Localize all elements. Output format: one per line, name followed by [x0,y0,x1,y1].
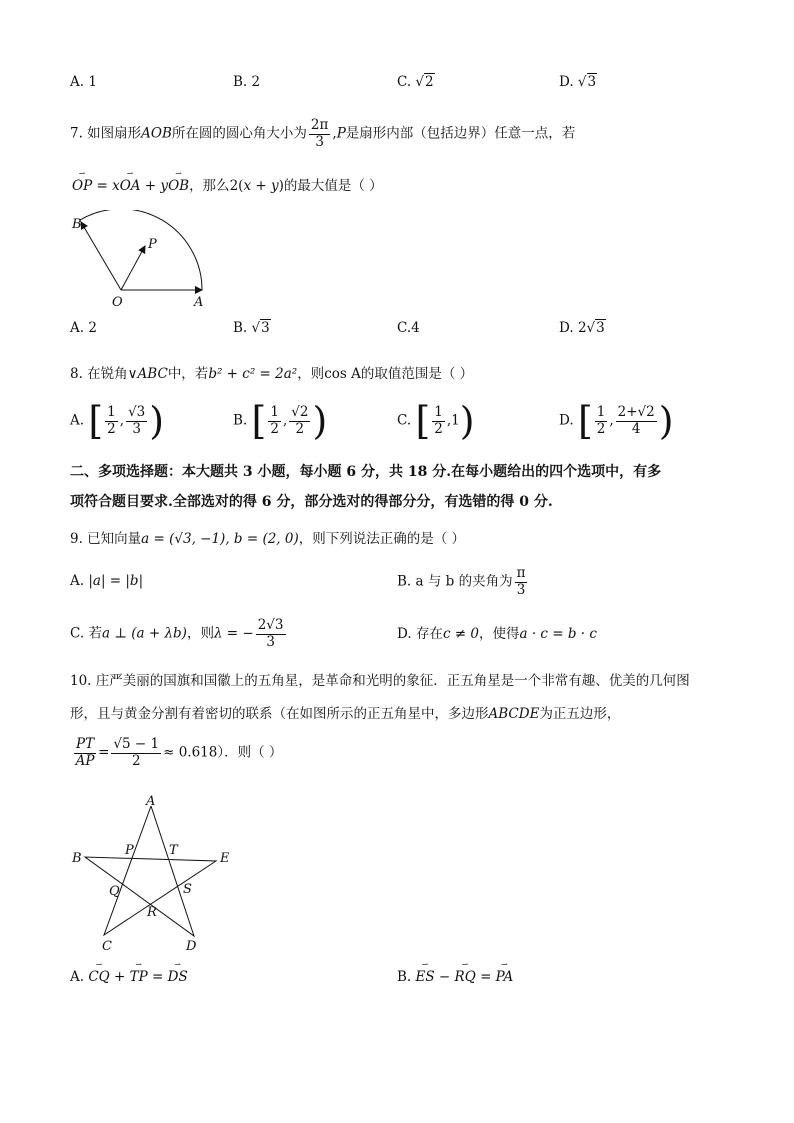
q7-stem-line2: ⇀ OP = x⇀ OA + y⇀ OB，那么2(x + y)的最大值是（ ） [72,178,383,194]
q7-option-d: D. 2√3 [559,320,605,336]
vector-op [121,246,145,290]
label-b: B [72,851,82,866]
q6-option-d: D. √3 [559,74,597,90]
q10-option-b: B. ⇀ ES − ⇀ RQ = ⇀ PA [397,969,513,985]
label-o: O [112,295,123,310]
label-b: B [72,217,82,232]
label-d: D [186,939,197,952]
q9-option-d: D. 存在c ≠ 0，使得a · c = b · c [397,626,597,642]
q7-stem-line1: 7. 如图扇形AOB所在圆的圆心角大小为 $\frac{2\pi}{3}$ ,P是扇形内部（包括边界）任意一点，若 [70,117,576,150]
label-c: C [102,939,112,952]
q6-option-a: A. 1 [70,74,97,90]
q8-option-d: D. [ $\frac{1}{2}$ , $\frac{2+√2}{4}$ ) [559,399,674,443]
label-s: S [183,882,192,897]
label-e: E [220,851,230,866]
q8-option-b: B. [ $\frac{1}{2}$ , $\frac{√2}{2}$ ) [233,399,328,443]
q9-stem: 9. 已知向量a = (√3, −1), b = (2, 0)，则下列说法正确的是（ ） [70,531,466,547]
q10-stem-line2: 形，且与黄金分割有着密切的联系（在如图所示的正五角星中，多边形ABCDE为正五边形， [70,706,621,722]
sector-arc [80,210,202,290]
label-r: R [147,905,157,920]
q7-option-c: C.4 [397,320,420,336]
q9-option-c: C. 若a ⊥ (a + λb)，则λ = − $\frac{2√3}{3}$ [70,617,284,650]
q6-option-c: C. √2 [397,74,434,90]
q10-stem-line3: $\frac{PT}{AP}$ = $\frac{√5 - 1}{2}$ ≈ 0.618）．则（ ） [75,736,283,769]
q8-stem: 8. 在锐角∨ABC中，若b² + c² = 2a²，则cos A的取值范围是（ ） [70,366,474,382]
label-t: T [169,843,178,858]
q7-sector-figure [68,210,218,310]
q10-option-a: A. ⇀ CQ + ⇀ TP = ⇀ DS [70,969,188,985]
q8-option-c: C. [ $\frac{1}{2}$ ,1) [397,399,475,443]
label-q: Q [109,884,120,899]
label-p: P [148,237,157,252]
vector-ob [81,222,121,290]
q9-option-a: A. |a| = |b| [70,573,144,589]
section2-heading-line1: 二、多项选择题：本大题共 3 小题，每小题 6 分，共 18 分.在每小题给出的四个选项中，有多 [70,464,662,480]
label-a: A [146,794,156,809]
q8-option-a: A. [ $\frac{1}{2}$ , $\frac{√3}{3}$ ) [70,399,165,443]
q7-option-b: B. √3 [233,320,270,336]
q10-stem-line1: 10. 庄严美丽的国旗和国徽上的五角星，是革命和光明的象征．正五角星是一个非常有趣、优美的几何图 [70,673,690,689]
q10-star-figure [68,792,240,952]
q7-option-a: A. 2 [70,320,97,336]
q9-option-b: B. a 与 b 的夹角为 $\frac{\pi}{3}$ [397,565,526,598]
q7-angle-fraction: $\frac{2\pi}{3}$ [310,117,329,150]
q6-option-b: B. 2 [233,74,261,90]
section2-heading-line2: 项符合题目要求.全部选对的得 6 分，部分选对的得部分分，有选错的得 0 分. [70,494,553,510]
label-p: P [125,843,134,858]
label-a: A [194,295,204,310]
